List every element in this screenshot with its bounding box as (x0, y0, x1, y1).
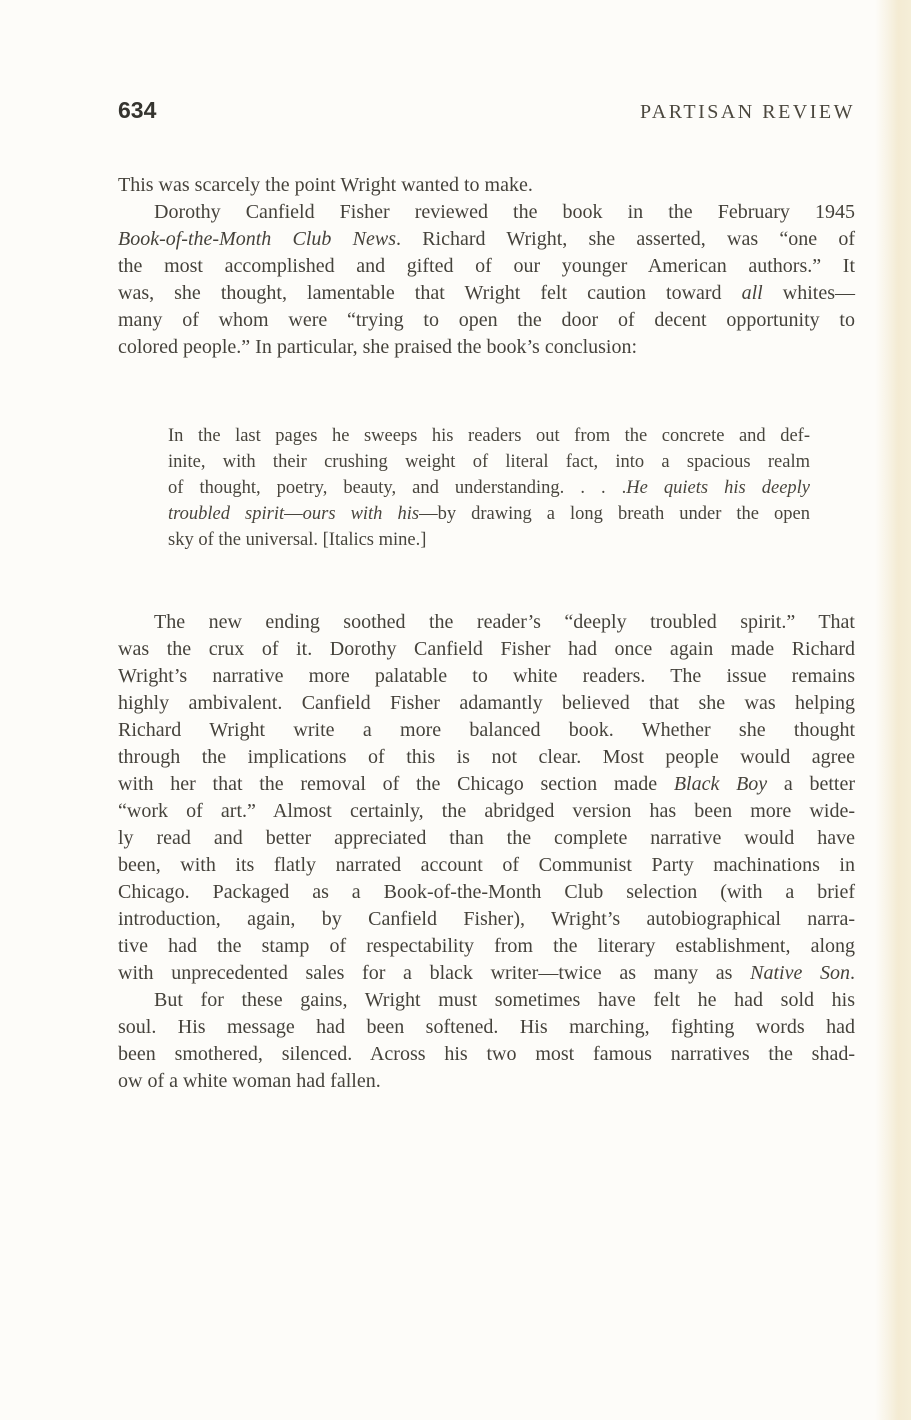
text-line: of thought, poetry, beauty, and understanding. . . .He quiets his deeply (168, 478, 811, 498)
text-line: with unprecedented sales for a black writer—twice as many as Native Son. (118, 962, 855, 984)
text-line: Richard Wright write a more balanced book. Whether she thought (118, 719, 855, 741)
text-line: Wright’s narrative more palatable to white readers. The issue remains (118, 665, 855, 687)
italic-text: all (741, 282, 763, 304)
text-line: This was scarcely the point Wright wanted to make. (118, 174, 533, 196)
text-line: the most accomplished and gifted of our younger American authors.” It (118, 255, 855, 277)
italic-text: Book-of-the-Month Club News (118, 228, 396, 250)
text-line: “work of art.” Almost certainly, the abridged version has been more wide- (118, 800, 855, 822)
text-line: troubled spirit—ours with his—by drawing a long breath under the open (168, 504, 811, 524)
text-body (118, 172, 855, 1095)
italic-text: ours with his (302, 504, 420, 524)
text-line: Chicago. Packaged as a Book-of-the-Month Club selection (with a brief (118, 881, 855, 903)
text-line: been, with its flatly narrated account of Communist Party machinations in (118, 854, 855, 876)
paragraph (118, 987, 855, 1095)
text-line: inite, with their crushing weight of literal fact, into a spacious realm (168, 452, 810, 472)
text-line: was, she thought, lamentable that Wright felt caution toward all whites— (118, 282, 856, 304)
text-line: colored people.” In particular, she praised the book’s conclusion: (118, 336, 638, 358)
text-line: introduction, again, by Canfield Fisher), Wright’s autobiographical narra- (118, 908, 855, 930)
italic-text: He quiets his deeply (626, 478, 811, 498)
text-line: was the crux of it. Dorothy Canfield Fisher had once again made Richard (118, 638, 855, 660)
text-line: In the last pages he sweeps his readers out from the concrete and def- (168, 426, 810, 446)
italic-text: Black Boy (673, 773, 768, 795)
text-line: been smothered, silenced. Across his two most famous narratives the shad- (118, 1043, 855, 1065)
text-line: Dorothy Canfield Fisher reviewed the book in the February 1945 (154, 201, 855, 223)
block-quote (168, 423, 810, 553)
paragraph (118, 172, 855, 199)
text-line: sky of the universal. [Italics mine.] (168, 530, 427, 550)
page-number: 634 (118, 97, 157, 123)
italic-text: Native Son (750, 962, 850, 984)
journal-title: PARTISAN REVIEW (639, 101, 855, 123)
text-line: with her that the removal of the Chicago section made Black Boy a better (118, 773, 856, 795)
text-line: many of whom were “trying to open the door of decent opportunity to (118, 309, 855, 331)
page-edge-shading (875, 0, 911, 1420)
text-line: ly read and better appreciated than the complete narrative would have (118, 827, 855, 849)
text-line: highly ambivalent. Canfield Fisher adamantly believed that she was helping (118, 692, 855, 714)
text-line: through the implications of this is not clear. Most people would agree (118, 746, 855, 768)
text-line: Book-of-the-Month Club News. Richard Wright, she asserted, was “one of (118, 228, 855, 250)
text-line: ow of a white woman had fallen. (118, 1070, 381, 1092)
text-line: But for these gains, Wright must sometimes have felt he had sold his (154, 989, 855, 1011)
italic-text: troubled spirit (168, 504, 285, 524)
text-line: The new ending soothed the reader’s “deeply troubled spirit.” That (154, 611, 855, 633)
paragraph (118, 609, 855, 987)
paragraph (118, 199, 855, 361)
text-line: soul. His message had been softened. His marching, fighting words had (118, 1016, 855, 1038)
text-line: tive had the stamp of respectability from the literary establishment, along (118, 935, 855, 957)
